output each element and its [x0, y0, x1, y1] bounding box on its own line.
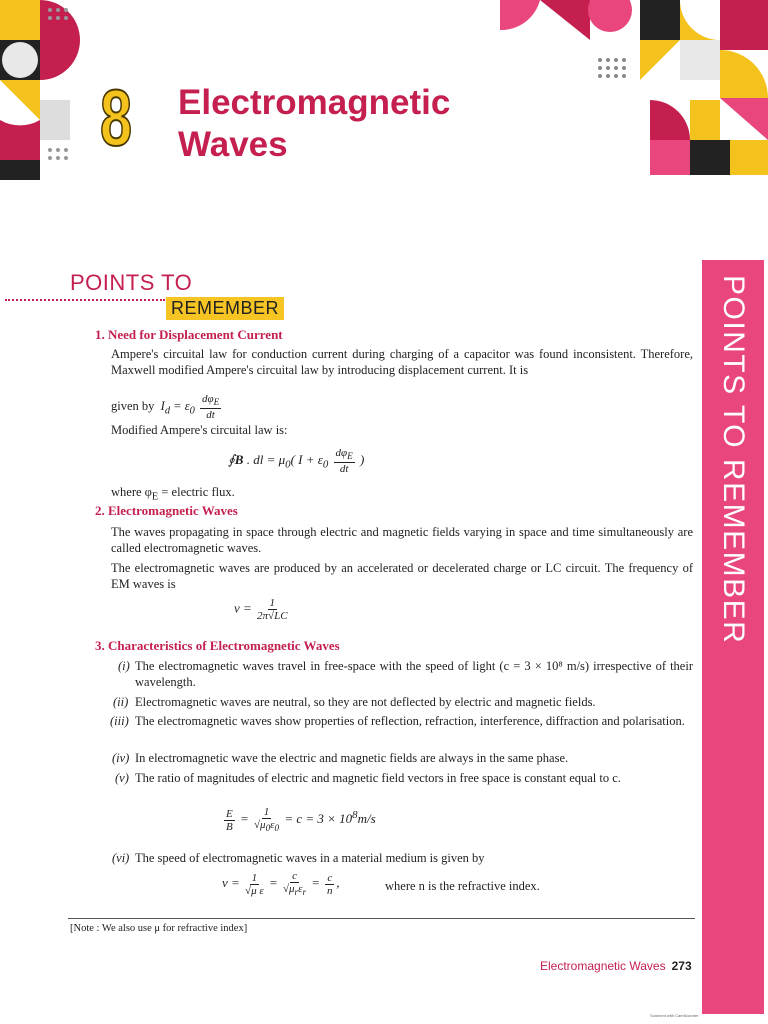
item-iii-label: (iii)	[110, 714, 129, 728]
scanner-watermark: Scanned with CamScanner	[650, 1013, 699, 1018]
section-2-heading: 2. Electromagnetic Waves	[95, 503, 238, 518]
item-i-label: (i)	[118, 659, 130, 673]
medium-speed-tail: where n is the refractive index.	[385, 879, 540, 893]
item-i-text: The electromagnetic waves travel in free-space with the speed of light (c = 3 × 10⁸ m/s) irrespective of their wavelength.	[135, 659, 693, 689]
item-vi-text: The speed of electromagnetic waves in a material medium is given by	[135, 851, 485, 865]
item-ii-label: (ii)	[113, 695, 129, 709]
dotted-divider	[5, 299, 165, 301]
item-ii-text: Electromagnetic waves are neutral, so they are not deflected by electric and magnetic fields.	[135, 695, 596, 709]
sidebar-label: POINTS TO REMEMBER	[717, 275, 750, 645]
section-1-modified-law: Modified Ampere's circuital law is:	[111, 423, 288, 437]
decorative-pattern-left	[0, 0, 90, 180]
chapter-title	[178, 82, 450, 166]
section-2-text2: The electromagnetic waves are produced by an accelerated or decelerated charge or LC circuit. The frequency of EM waves is	[111, 561, 693, 591]
page-footer	[540, 959, 692, 973]
item-v-text: The ratio of magnitudes of electric and magnetic field vectors in free space is constant equal to c.	[135, 771, 621, 785]
section-3-heading: 3. Characteristics of Electromagnetic Waves	[95, 638, 340, 653]
section-2-text1: The waves propagating in space through electric and magnetic fields varying in space and time simultaneously are called electromagnetic waves.	[111, 525, 693, 555]
decorative-pattern-right	[500, 0, 768, 180]
item-iv-text: In electromagnetic wave the electric and magnetic fields are always in the same phase.	[135, 751, 569, 765]
medium-speed-equation: v = $\frac{1}{\text{√μ ε}}$ = $\frac{c}{√\mu_r\varepsilon_r}$ = $\frac{c}{n}$ ,	[222, 870, 340, 898]
frequency-equation: ν = $\frac{1}{2\pi√LC}$	[234, 597, 288, 622]
section-1-text: Ampere's circuital law for conduction current during charging of a capacitor was found inconsistent. Therefore, Maxwell modified Ampere's circuital law by introducing displacement current. It is	[111, 347, 693, 377]
page-number: 273	[671, 959, 692, 973]
footnote: [Note : We also use μ for refractive index]	[70, 923, 248, 934]
note-divider	[68, 918, 695, 919]
item-v-label: (v)	[115, 771, 129, 785]
item-iii-text: The electromagnetic waves show properties of reflection, refraction, interference, diffraction and polarisation.	[135, 714, 685, 728]
displacement-current-formula: $I_d = \varepsilon_0$ $\frac{d\varphi_E}{dt}$	[157, 393, 220, 422]
section-header-line2: REMEMBER	[166, 297, 284, 320]
section-1-heading: 1. Need for Displacement Current	[95, 327, 283, 342]
section-1-given-by	[111, 393, 223, 421]
section-header-line1: POINTS TO	[70, 270, 193, 295]
item-iv-label: (iv)	[112, 751, 130, 765]
given-by-label: given by	[111, 398, 155, 413]
chapter-title-line1: Electromagnetic	[178, 83, 451, 122]
e-over-b-equation: $\frac{E}{B}$ = $\frac{1}{√\mu_0\varepsilon_0}$ = $c = 3 \times 10^8m/s$	[226, 806, 376, 834]
chapter-title-line2: Waves	[178, 125, 288, 164]
footer-title: Electromagnetic Waves	[540, 959, 666, 973]
section-1-where: where $\varphi_E$ = electric flux.	[111, 485, 235, 503]
chapter-number: 8	[100, 73, 131, 162]
ampere-maxwell-equation: ∮B . dl = $\mu_0$( $I + \varepsilon_0$ $\frac{d\varphi_E}{dt}$ )	[228, 447, 365, 476]
item-vi-label: (vi)	[112, 851, 130, 865]
